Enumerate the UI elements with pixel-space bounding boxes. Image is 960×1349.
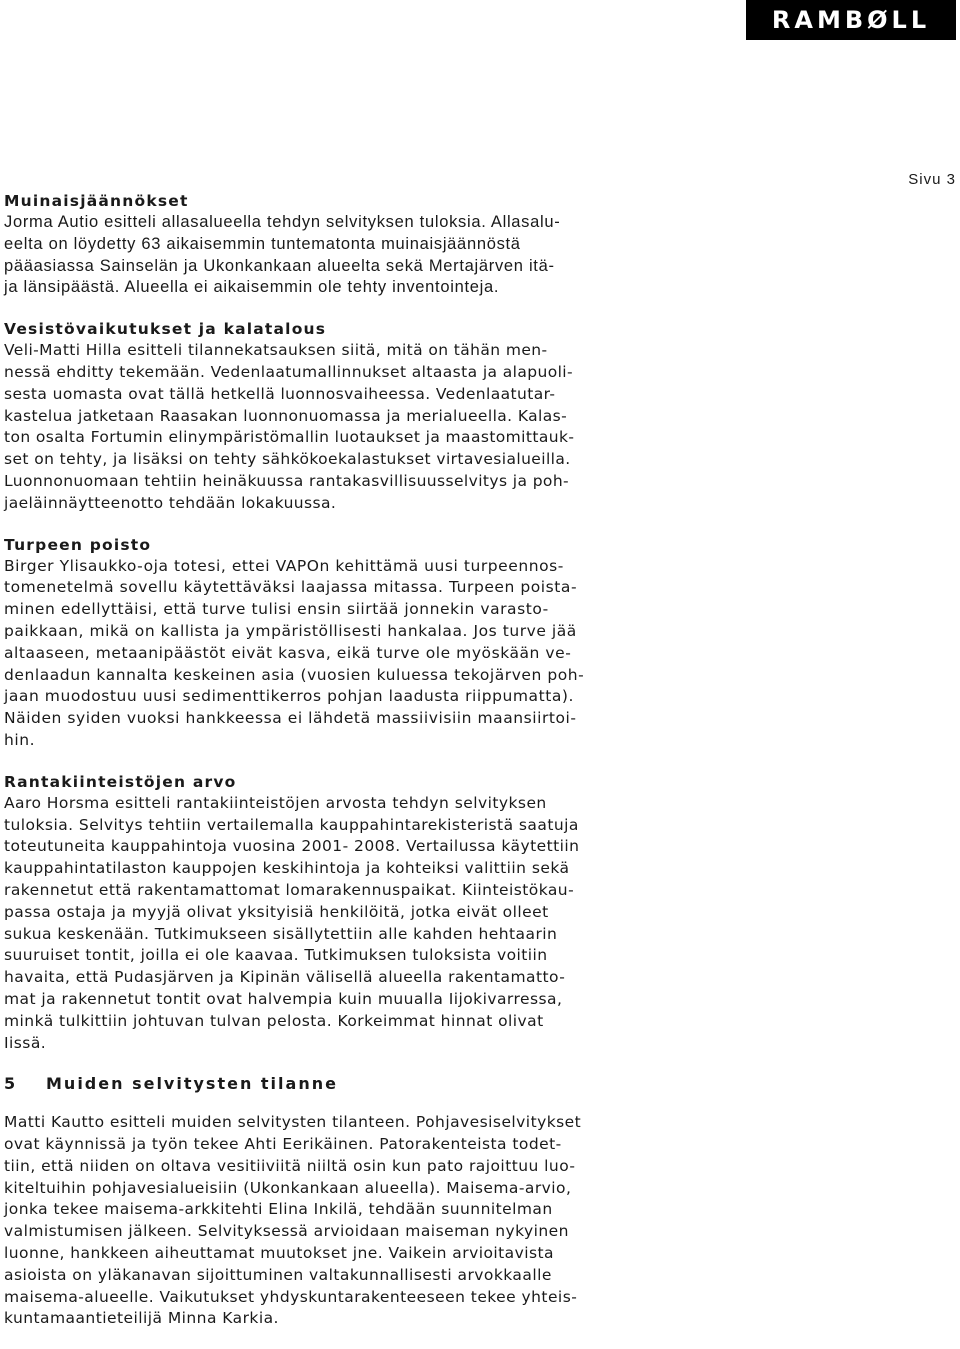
text-line: kauppahintatilaston kauppojen keskihintoja ja kohteiksi valittiin sekä <box>4 859 570 878</box>
text-line: rakennetut että rakentamattomat lomarakennuspaikat. Kiinteistökau- <box>4 880 575 899</box>
text-line: asioista on yläkanavan sijoittuminen valtakunnallisesti arvokkaalle <box>4 1265 552 1284</box>
text-line: paikkaan, mikä on kallista ja ympäristöllisesti hankalaa. Jos turve jää <box>4 621 577 640</box>
section-title: Muiden selvitysten tilanne <box>46 1074 338 1094</box>
text-line: maisema-alueelle. Vaikutukset yhdyskuntarakenteeseen tekee yhteis- <box>4 1287 578 1306</box>
text-line: tuloksia. Selvitys tehtiin vertailemalla kauppahintarekisteristä saatuja <box>4 815 579 834</box>
text-line: jonka tekee maisema-arkkitehti Elina Inkilä, tehdään suunnitelman <box>4 1200 553 1219</box>
text-line: kiteltuihin pohjavesialueisiin (Ukonkankaan alueella). Maisema-arvio, <box>4 1178 572 1197</box>
text-line: Veli-Matti Hilla esitteli tilannekatsauksen siitä, mitä on tähän men- <box>4 341 548 360</box>
text-line: mat ja rakennetut tontit ovat halvempia kuin muualla Iijokivarressa, <box>4 989 563 1008</box>
section-heading <box>4 1073 644 1095</box>
text-line: Aaro Horsma esitteli rantakiinteistöjen arvosta tehdyn selvityksen <box>4 793 547 812</box>
page-number: Sivu 3 <box>908 171 956 188</box>
text-line: Matti Kautto esitteli muiden selvitysten tilanteen. Pohjavesiselvitykset <box>4 1113 582 1132</box>
section-heading: Vesistövaikutukset ja kalatalous <box>4 320 327 339</box>
text-line: passa ostaja ja myyjä olivat yksityisiä henkilöitä, jotka eivät olleet <box>4 902 549 921</box>
text-line: sukua keskenään. Tutkimukseen sisällytettiin alle kahden hehtaarin <box>4 924 558 943</box>
text-line: Iissä. <box>4 1033 47 1052</box>
section-turpeen-poisto <box>4 534 644 752</box>
company-logo: RAMBØLL <box>746 0 956 40</box>
text-line: jaan muodostuu uusi sedimenttikerros pohjan laadusta riippumatta). <box>4 687 574 706</box>
text-line: jaeläinnäytteenotto tehdään lokakuussa. <box>4 493 337 512</box>
text-line: kuntamaantieteilijä Minna Karkia. <box>4 1309 279 1328</box>
text-line: tomenetelmä sovellu käytettäväksi laajassa mitassa. Turpeen poista- <box>4 578 578 597</box>
text-line: luonne, hankkeen aiheuttamat muutokset jne. Vaikein arvioitavista <box>4 1244 554 1263</box>
section-muiden-selvitysten-tilanne <box>4 1073 644 1330</box>
text-line: minkä tulkittiin johtuvan tulvan pelosta. Korkeimmat hinnat olivat <box>4 1011 544 1030</box>
text-line: Jorma Autio esitteli allasalueella tehdyn selvityksen tuloksia. Allasalu- <box>4 213 561 231</box>
section-text <box>4 212 644 299</box>
text-line: toteutuneita kauppahintoja vuosina 2001- 2008. Vertailussa käytettiin <box>4 837 580 856</box>
text-line: ovat käynnissä ja työn tekee Ahti Eerikäinen. Patorakenteista todet- <box>4 1135 562 1154</box>
text-line: ja länsipäästä. Alueella ei aikaisemmin ole tehty inventointeja. <box>4 278 500 297</box>
text-line: valmistumisen jälkeen. Selvityksessä arvioidaan maiseman nykyinen <box>4 1222 569 1241</box>
section-text <box>4 793 644 1055</box>
text-line: pääasiassa Sainselän ja Ukonkankaan alueelta sekä Mertajärven itä- <box>4 256 555 275</box>
text-line: set on tehty, ja lisäksi on tehty sähkökoekalastukset virtavesialueilla. <box>4 450 571 469</box>
text-line: hin. <box>4 730 36 749</box>
document-body <box>4 190 644 1349</box>
section-heading: Turpeen poisto <box>4 535 152 554</box>
section-vesistovaikutukset <box>4 318 644 514</box>
section-heading: Rantakiinteistöjen arvo <box>4 772 237 791</box>
text-line: kastelua jatketaan Raasakan luonnonuomassa ja merialueella. Kalas- <box>4 406 568 425</box>
text-line: eelta on löydetty 63 aikaisemmin tuntematonta muinaisjäännöstä <box>4 234 521 253</box>
text-line: altaaseen, metaanipäästöt eivät kasva, eikä turve ole myöskään ve- <box>4 643 572 662</box>
section-heading: Muinaisjäännökset <box>4 192 189 210</box>
text-line: sesta uomasta ovat tällä hetkellä luonnosvaiheessa. Vedenlaatutar- <box>4 384 556 403</box>
section-text <box>4 556 644 752</box>
text-line: Luonnonuomaan tehtiin heinäkuussa rantakasvillisuusselvitys ja poh- <box>4 471 570 490</box>
text-line: nessä ehditty tekemään. Vedenlaatumallinnukset altaasta ja alapuoli- <box>4 362 574 381</box>
text-line: minen edellyttäisi, että turve tulisi ensin siirtää jonnekin varasto- <box>4 600 549 619</box>
text-line: Näiden syiden vuoksi hankkeessa ei lähdetä massiivisiin maansiirtoi- <box>4 709 577 728</box>
section-text <box>4 1112 644 1330</box>
text-line: ton osalta Fortumin elinympäristömallin luotaukset ja maastomittauk- <box>4 428 575 447</box>
text-line: denlaadun kannalta keskeinen asia (vuosien kuluessa tekojärven poh- <box>4 665 585 684</box>
text-line: Birger Ylisaukko-oja totesi, ettei VAPOn kehittämä uusi turpeennos- <box>4 556 564 575</box>
section-rantakiinteistot <box>4 771 644 1055</box>
section-number: 5 <box>4 1074 18 1094</box>
text-line: tiin, että niiden on oltava vesitiiviitä niiltä osin kun pato rajoittuu luo- <box>4 1156 576 1175</box>
text-line: havaita, että Pudasjärven ja Kipinän välisellä alueella rakentamatto- <box>4 968 566 987</box>
section-text <box>4 340 644 514</box>
section-muinaisjaannokset <box>4 190 644 299</box>
text-line: suuruiset tontit, joilla ei ole kaavaa. Tutkimuksen tuloksista voitiin <box>4 946 548 965</box>
